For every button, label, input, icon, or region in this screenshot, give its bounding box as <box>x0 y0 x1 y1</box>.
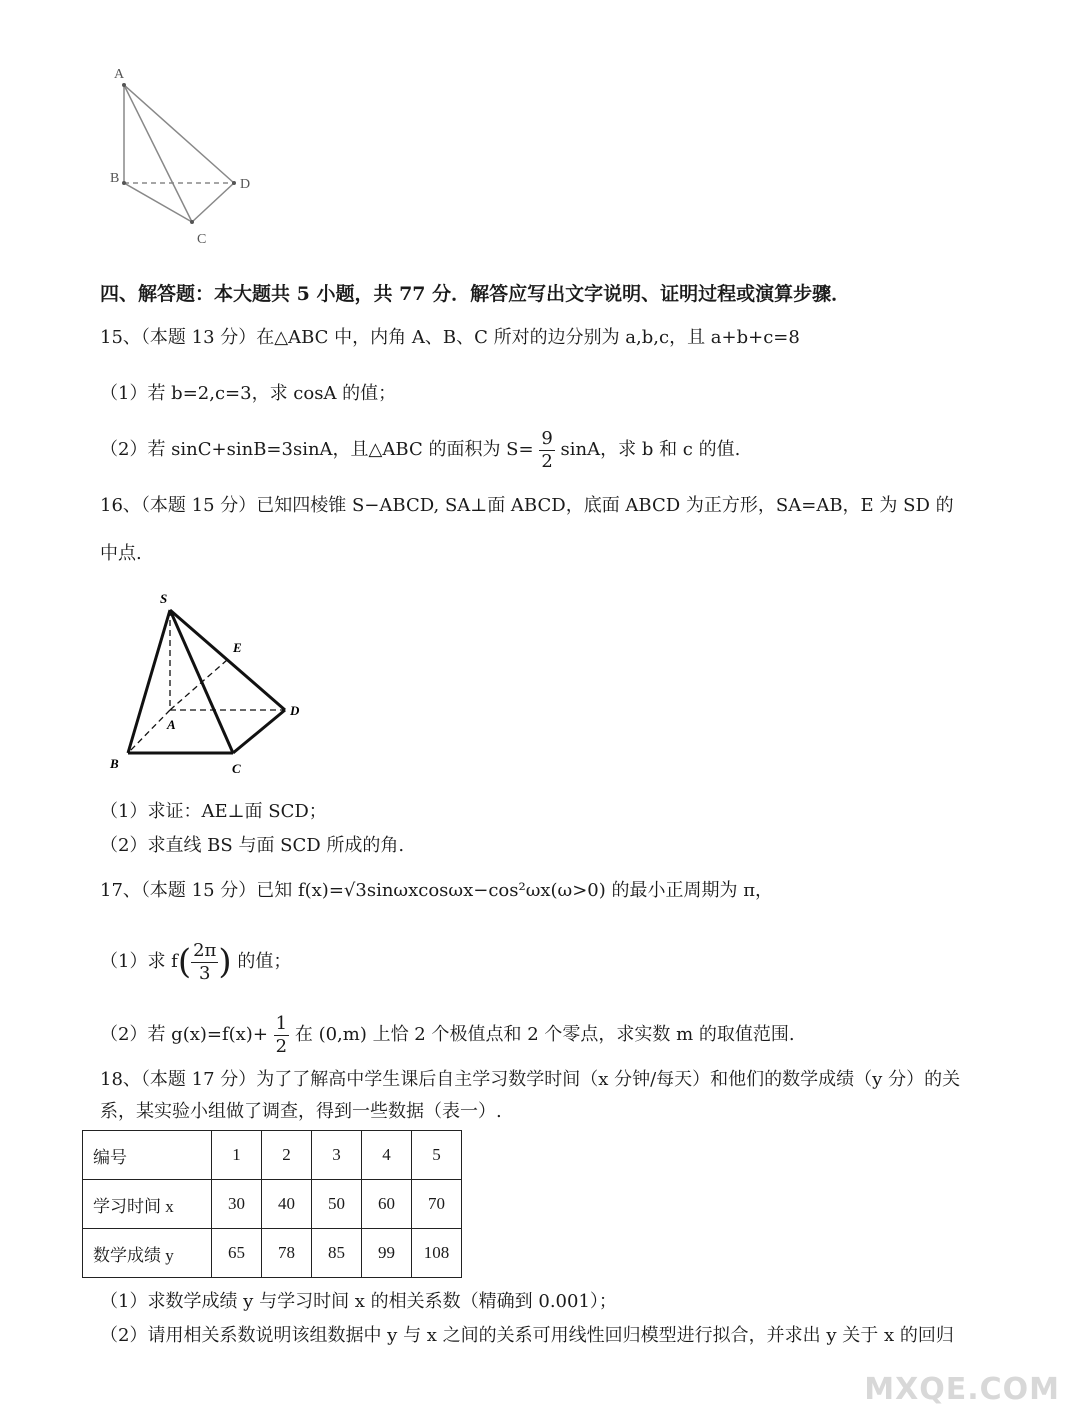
table-cell: 2 <box>262 1131 312 1180</box>
label-a: A <box>114 67 125 82</box>
q15-frac-num: 9 <box>541 427 553 449</box>
q15-frac-den: 2 <box>541 450 553 472</box>
table-cell: 1 <box>212 1131 262 1180</box>
table-cell: 85 <box>312 1229 362 1278</box>
label-d2: D <box>290 703 300 718</box>
table-row <box>83 1131 462 1180</box>
table-cell: 78 <box>262 1229 312 1278</box>
label-d: D <box>240 177 251 192</box>
table-cell: 99 <box>362 1229 412 1278</box>
data-table <box>82 1130 462 1278</box>
q17-part2 <box>100 1010 795 1060</box>
q17-part2-text-b: 在 (0,m) 上恰 2 个极值点和 2 个零点，求实数 m 的取值范围. <box>294 1024 795 1045</box>
edge-sc <box>170 610 233 753</box>
table-row-label: 学习时间 x <box>83 1180 212 1229</box>
label-c: C <box>197 232 207 247</box>
watermark: MXQE.COM <box>864 1372 1060 1407</box>
table-row-label: 数学成绩 y <box>83 1229 212 1278</box>
section-title: 四、解答题：本大题共 5 小题，共 77 分．解答应写出文字说明、证明过程或演算步骤． <box>100 283 851 305</box>
label-b2: B <box>110 756 119 771</box>
q17-part1: （1）求 f( $\frac{2\pi}{3}$ ) 的值； <box>100 939 292 984</box>
q17-part1-text-b: 的值； <box>237 951 292 972</box>
q17-frac2-den: 2 <box>275 1035 288 1057</box>
table-cell: 40 <box>262 1180 312 1229</box>
table-row <box>83 1180 462 1229</box>
figure-tetrahedron <box>100 60 270 250</box>
table-cell: 30 <box>212 1180 262 1229</box>
q16-part1: （1）求证：AE⊥面 SCD； <box>100 801 327 822</box>
edge-ad <box>124 85 234 183</box>
q16-stem-1: 16、（本题 15 分）已知四棱锥 S−ABCD, SA⊥面 ABCD，底面 ABCD 为正方形，SA=AB，E 为 SD 的 <box>100 495 954 516</box>
q15-part2-text-a: （2）若 sinC+sinB=3sinA，且△ABC 的面积为 S= <box>100 439 534 460</box>
q15-stem: 15、（本题 13 分）在△ABC 中，内角 A、B、C 所对的边分别为 a,b,c，且 a+b+c=8 <box>100 327 800 348</box>
table-cell: 4 <box>362 1131 412 1180</box>
q16-stem-2: 中点. <box>100 543 142 564</box>
q15-fraction <box>539 428 554 473</box>
q15-part1: （1）若 b=2,c=3，求 cosA 的值； <box>100 383 397 404</box>
edge-cd <box>192 183 234 222</box>
q17-frac2-num: 1 <box>275 1012 288 1034</box>
figure-pyramid <box>100 588 320 788</box>
q18-stem-1: 18、（本题 17 分）为了了解高中学生课后自主学习数学时间（x 分钟/每天）和他们的数学成绩（y 分）的关 <box>100 1069 961 1090</box>
q18-stem-2: 系，某实验小组做了调查，得到一些数据（表一）. <box>100 1101 502 1122</box>
label-a2: A <box>167 717 176 732</box>
q17-part1-text-a: （1）求 f <box>100 951 178 972</box>
edge-cd <box>233 710 285 753</box>
edge-ac <box>124 85 192 222</box>
table-cell: 65 <box>212 1229 262 1278</box>
table-cell: 70 <box>412 1180 462 1229</box>
q15-part2 <box>100 426 740 474</box>
q17-part2-text-a: （2）若 g(x)=f(x)+ <box>100 1024 268 1045</box>
label-c2: C <box>232 761 241 776</box>
q17-fraction-2 <box>274 1013 289 1058</box>
table-cell: 60 <box>362 1180 412 1229</box>
q15-part2-text-b: sinA，求 b 和 c 的值. <box>560 439 741 460</box>
label-e: E <box>233 640 242 655</box>
table-cell: 50 <box>312 1180 362 1229</box>
edge-ae <box>170 660 227 710</box>
q17-frac1-num: 2π <box>193 939 217 961</box>
table-cell: 3 <box>312 1131 362 1180</box>
q17-stem: 17、（本题 15 分）已知 f(x)=√3sinωxcosωx−cos²ωx(ω>0) 的最小正周期为 π， <box>100 880 774 901</box>
table-cell: 5 <box>412 1131 462 1180</box>
label-s: S <box>160 591 168 606</box>
q18-part1: （1）求数学成绩 y 与学习时间 x 的相关系数（精确到 0.001）； <box>100 1291 617 1312</box>
table-row-label: 编号 <box>83 1131 212 1180</box>
table-cell: 108 <box>412 1229 462 1278</box>
table-row <box>83 1229 462 1278</box>
q17-fraction-1 <box>191 940 218 985</box>
q18-part2: （2）请用相关系数说明该组数据中 y 与 x 之间的关系可用线性回归模型进行拟合，并求出 y 关于 x 的回归 <box>100 1325 954 1346</box>
q16-part2: （2）求直线 BS 与面 SCD 所成的角. <box>100 835 405 856</box>
q17-frac1-den: 3 <box>199 962 211 984</box>
label-b: B <box>110 171 120 186</box>
